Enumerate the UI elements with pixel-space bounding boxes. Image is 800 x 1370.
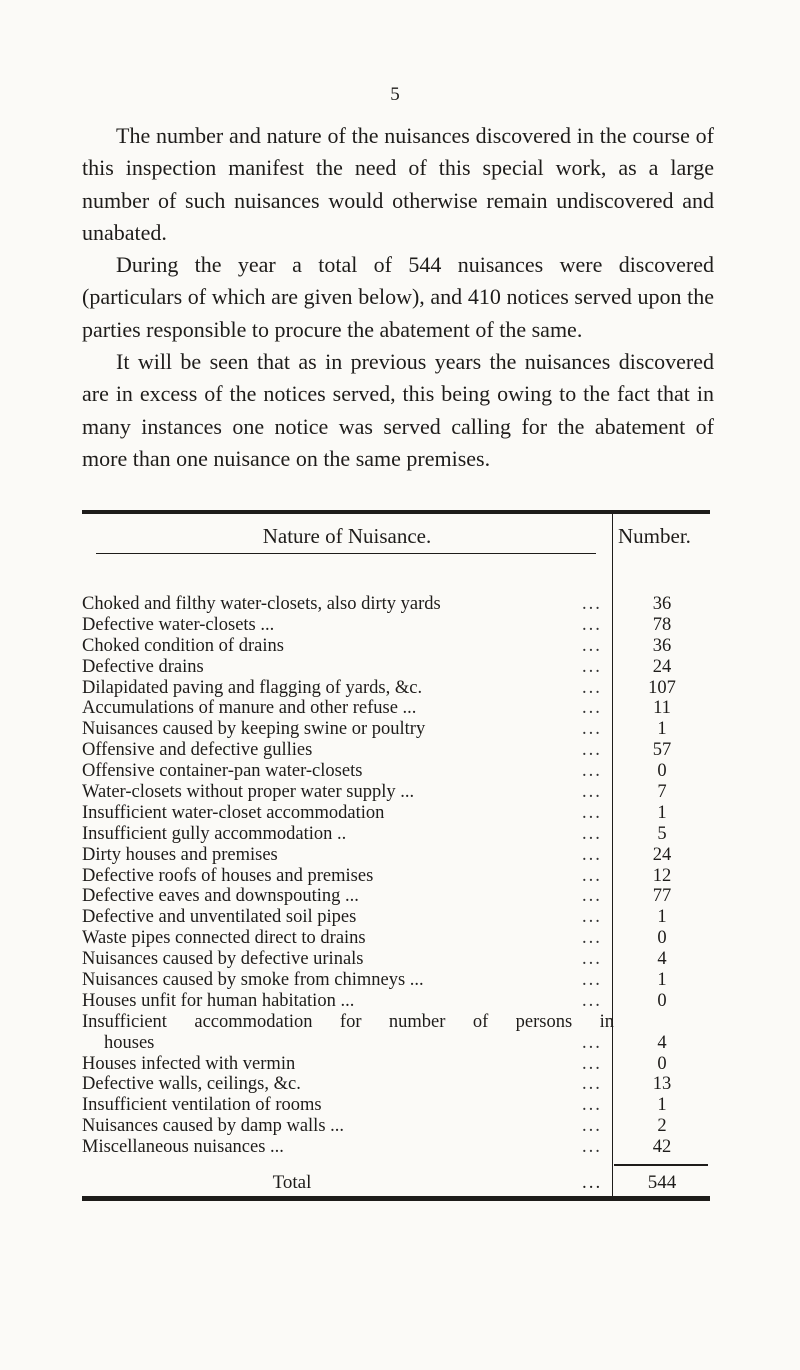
row-value: 24 (652, 844, 672, 865)
total-rule (614, 1164, 708, 1166)
row-label: Miscellaneous nuisances ... (82, 1137, 284, 1158)
table-row (82, 866, 710, 887)
row-label: Choked and filthy water-closets, also dirty yards (82, 594, 441, 614)
leader-dots: ... (582, 907, 602, 928)
table-rows (82, 594, 710, 1158)
row-value: 5 (657, 823, 667, 844)
row-label: Defective water-closets ... (82, 614, 275, 635)
row-label: Offensive and defective gullies (82, 740, 313, 761)
table-row (82, 1074, 710, 1095)
row-label: Defective walls, ceilings, &c. (82, 1074, 301, 1095)
row-label: Nuisances caused by smoke from chimneys ... (82, 970, 424, 991)
row-value: 7 (657, 782, 667, 803)
leader-dots: ... (582, 656, 602, 677)
table-bottom-rule (82, 1196, 710, 1201)
row-label: Nuisances caused by keeping swine or poultry (82, 719, 426, 740)
total-label: Total (272, 1172, 312, 1194)
table-row (82, 594, 710, 615)
table-row (82, 782, 710, 803)
total-leader-dots: ... (582, 1172, 603, 1194)
table-row (82, 1054, 710, 1075)
header-underline (96, 553, 596, 554)
row-value: 0 (657, 761, 667, 782)
row-value: 0 (657, 928, 667, 949)
body-text (82, 120, 714, 475)
leader-dots: ... (582, 740, 602, 761)
table-row (82, 761, 710, 782)
table-row (82, 740, 710, 761)
row-label: Insufficient gully accommodation .. (82, 823, 347, 844)
row-label: Houses infected with vermin (82, 1053, 296, 1074)
row-value: 24 (652, 656, 672, 677)
leader-dots: ... (582, 823, 602, 844)
leader-dots: ... (582, 844, 602, 865)
row-label: houses (104, 1032, 155, 1053)
row-value: 1 (657, 802, 667, 823)
leader-dots: ... (582, 782, 602, 803)
leader-dots: ... (582, 1074, 602, 1095)
row-value: 4 (657, 1032, 667, 1053)
table-row (82, 907, 710, 928)
table-row (82, 1033, 710, 1054)
row-label: Nuisances caused by damp walls ... (82, 1116, 345, 1137)
row-value: 12 (652, 865, 672, 886)
row-value: 42 (652, 1137, 672, 1158)
leader-dots: ... (582, 635, 602, 656)
row-label: Defective drains (82, 656, 204, 677)
table-row (82, 1116, 710, 1137)
row-label: Choked condition of drains (82, 635, 284, 656)
table-row (82, 845, 710, 866)
row-label: Insufficient water-closet accommodation (82, 802, 385, 823)
row-value: 0 (657, 1053, 667, 1074)
paragraph: During the year a total of 544 nuisances were discovered (particulars of which are given below), and 410 notices served upon the parties responsible to procure the abatement of the same. (82, 252, 714, 342)
row-value: 11 (653, 698, 671, 719)
header-nature: Nature of Nuisance. (262, 524, 432, 548)
leader-dots: ... (582, 865, 602, 886)
leader-dots: ... (582, 761, 602, 782)
row-value: 36 (652, 594, 672, 614)
row-value: 1 (657, 907, 667, 928)
row-label: Defective eaves and downspouting ... (82, 886, 359, 907)
row-value: 78 (652, 614, 672, 635)
row-label: Defective roofs of houses and premises (82, 865, 374, 886)
leader-dots: ... (582, 1095, 602, 1116)
row-label: Defective and unventilated soil pipes (82, 907, 357, 928)
table-row (82, 1137, 710, 1158)
total-value: 544 (647, 1172, 677, 1194)
row-label: Insufficient accommodation for number of persons in (82, 1011, 614, 1032)
leader-dots: ... (582, 1137, 602, 1158)
leader-dots: ... (582, 1032, 602, 1053)
leader-dots: ... (582, 886, 602, 907)
table-row (82, 636, 710, 657)
row-label: Offensive container-pan water-closets (82, 761, 363, 782)
row-label: Insufficient ventilation of rooms (82, 1095, 322, 1116)
table-row (82, 928, 710, 949)
table-row (82, 991, 710, 1012)
row-value: 13 (652, 1074, 672, 1095)
leader-dots: ... (582, 594, 602, 614)
row-label: Houses unfit for human habitation ... (82, 990, 355, 1011)
row-value: 0 (657, 990, 667, 1011)
table-row (82, 1012, 710, 1033)
row-value: 1 (657, 970, 667, 991)
table-row (82, 657, 710, 678)
table-row (82, 1095, 710, 1116)
paragraph: It will be seen that as in previous years the nuisances discovered are in excess of the notices served, this being owing to the fact that in many instances one notice was served calling for the abatement of more than one nuisance on the same premises. (82, 349, 714, 471)
row-value: 2 (657, 1116, 667, 1137)
leader-dots: ... (582, 928, 602, 949)
table-body (82, 514, 710, 1196)
leader-dots: ... (582, 1053, 602, 1074)
row-label: Dilapidated paving and flagging of yards, &c. (82, 677, 423, 698)
leader-dots: ... (582, 970, 602, 991)
row-value: 77 (652, 886, 672, 907)
table-header (82, 514, 710, 594)
table-row (82, 698, 710, 719)
header-number: Number. (618, 524, 691, 548)
row-value: 107 (648, 677, 676, 698)
leader-dots: ... (582, 990, 602, 1011)
table-row (82, 678, 710, 699)
row-value: 36 (652, 635, 672, 656)
leader-dots: ... (582, 719, 602, 740)
row-label: Dirty houses and premises (82, 844, 278, 865)
table-row (82, 949, 710, 970)
row-value: 57 (652, 740, 672, 761)
table-row (82, 719, 710, 740)
table-row (82, 824, 710, 845)
leader-dots: ... (582, 677, 602, 698)
leader-dots: ... (582, 614, 602, 635)
table-row (82, 615, 710, 636)
leader-dots: ... (582, 802, 602, 823)
leader-dots: ... (582, 949, 602, 970)
leader-dots: ... (582, 698, 602, 719)
row-value: 1 (657, 1095, 667, 1116)
row-label: Waste pipes connected direct to drains (82, 928, 366, 949)
paragraph: The number and nature of the nuisances discovered in the course of this inspection manifest the need of this special work, as a large number of such nuisances would otherwise remain undiscovered and unabated. (82, 123, 714, 245)
total-row (82, 1164, 710, 1196)
nuisance-table (82, 510, 710, 1201)
table-row (82, 803, 710, 824)
row-value: 4 (657, 949, 667, 970)
row-label: Water-closets without proper water supply ... (82, 782, 415, 803)
table-row (82, 970, 710, 991)
page-number: 5 (390, 84, 400, 105)
leader-dots: ... (582, 1116, 602, 1137)
row-value: 1 (657, 719, 667, 740)
table-row (82, 886, 710, 907)
row-label: Accumulations of manure and other refuse ... (82, 698, 417, 719)
row-label: Nuisances caused by defective urinals (82, 949, 364, 970)
